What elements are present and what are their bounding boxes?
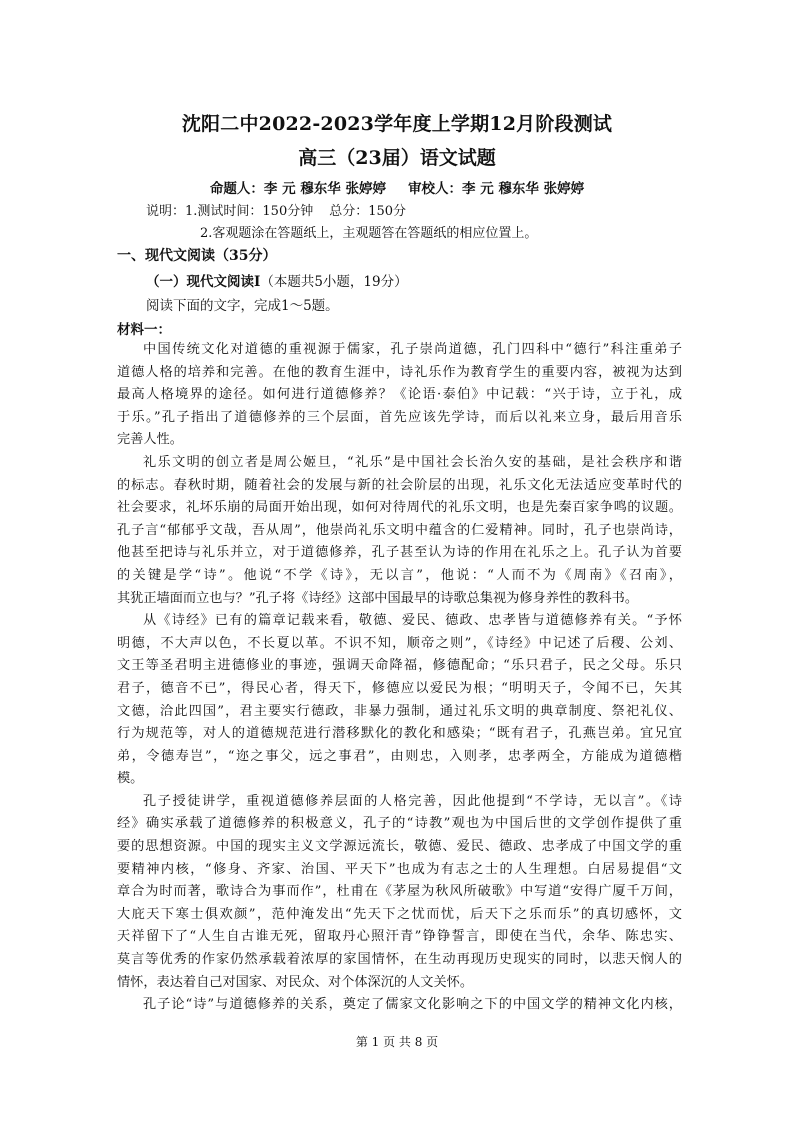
reading-instruction: 阅读下面的文字，完成1～5题。 [146,298,339,314]
reviewers-label: 审校人：李 元 穆东华 张婷婷 [408,181,585,197]
passage-line: 道德人格的培养和完善。在他的教育生涯中，诗礼乐作为教育学生的重要内容，被视为达到 [117,364,682,380]
passage-line: 孔子言“郁郁乎文哉，吾从周”，他崇尚礼乐文明中蕴含的仁爱精神。同时，孔子也崇尚诗， [117,522,682,538]
passage-line: 天祥留下了“人生自古谁无死，留取丹心照汗青”铮铮誓言，即使在当代，余华、陈忠实、 [117,929,682,945]
passage-line: 行为规范等，对人的道德规范进行潜移默化的教化和感染；“既有君子，孔燕岂弟。宜兄宜 [117,726,682,742]
passage-line: 章合为时而著，歌诗合为事而作”，杜甫在《茅屋为秋风所破歌》中写道“安得广厦千万间， [117,884,682,900]
passage-line: 从《诗经》已有的篇章记载来看，敬德、爱民、德政、忠孝皆与道德修养有关。“予怀 [143,613,682,629]
passage-line: 莫言等优秀的作家仍然承载着浓厚的家国情怀，在生动再现历史现实的同时，以悲天悯人的 [117,952,682,968]
passage-body [117,339,682,1017]
exam-title: 沈阳二中2022-2023学年度上学期12月阶段测试 [181,113,613,135]
passage-line: 要的思想资源。中国的现实主义文学源远流长，敬德、爱民、德政、忠孝成了中国文学的重 [117,839,682,855]
note-score: 总分：150分 [329,204,407,219]
passage-line: 明德，不大声以色，不长夏以革。不识不知，顺帝之则”，《诗经》中记述了后稷、公刘、 [117,635,682,651]
passage-line: 他甚至把诗与礼乐并立，对于道德修养，孔子甚至认为诗的作用在礼乐之上。孔子认为首要 [117,545,682,561]
authors-line [0,177,794,197]
material-label: 材料一： [117,322,171,338]
passage-line: 其犹正墙面而立也与？”孔子将《诗经》这部中国最早的诗歌总集视为修身养性的教科书。 [117,590,639,606]
note-time: 说明：1.测试时间：150分钟 [146,204,314,219]
passage-line: 孔子授徒讲学，重视道德修养层面的人格完善，因此他提到“不学诗，无以言”。《诗 [143,793,682,809]
exam-subtitle: 高三（23届）语文试题 [298,147,496,169]
passage-line: 礼乐文明的创立者是周公姬旦，“礼乐”是中国社会长治久安的基础，是社会秩序和谐 [143,454,682,470]
passage-line: 中国传统文化对道德的重视源于儒家，孔子崇尚道德，孔门四科中“德行”科注重弟子 [143,342,682,357]
passage-line: 君子，德音不已”，得民心者，得天下，修德应以爱民为根；“明明天子，令闻不已，矢其 [117,680,682,696]
passage-line: 模。 [117,771,144,787]
passage-line: 孔子论“诗”与道德修养的关系，奠定了儒家文化影响之下的中国文学的精神文化内核， [143,997,682,1013]
passage-line: 弟，令德寿岂”，“迩之事父，远之事君”，由则忠，入则孝，忠孝两全，方能成为道德楷 [117,748,682,764]
passage-line: 文王等圣君明主进德修业的事迹，强调天命降福，修德配命；“乐只君子，民之父母。乐只 [117,658,682,674]
setters-label: 命题人：李 元 穆东华 张婷婷 [209,181,386,197]
instructions-note-2: 2.客观题涂在答题纸上，主观题答在答题纸的相应位置上。 [200,226,538,241]
subsection-heading [146,270,408,290]
subsection-score: （本题共5小题，19分） [260,274,408,290]
passage-line: 情怀，表达着自己对国家、对民众、对个体深沉的人文关怀。 [117,974,474,990]
subsection-title: （一）现代文阅读Ⅰ [146,274,261,290]
passage-line: 的标志。春秋时期，随着社会的发展与新的社会阶层的出现，礼乐文化无法适应变革时代的 [117,477,682,493]
instructions-note-1 [146,200,406,219]
passage-line: 要精神内核，“修身、齐家、治国、平天下”也成为有志之士的人生理想。白居易提倡“文 [117,861,682,877]
passage-line: 完善人性。 [117,432,183,448]
passage-line: 最高人格境界的途径。如何进行道德修养？《论语·泰伯》中记载：“兴于诗，立于礼，成 [117,387,682,403]
page-footer: 第 1 页 共 8 页 [355,1035,439,1049]
passage-line: 大庇天下寒士俱欢颜”，范仲淹发出“先天下之忧而忧，后天下之乐而乐”的真切感怀，文 [117,906,682,922]
passage-line: 的关键是学“诗”。他说“不学《诗》，无以言”，他说：“人而不为《周南》《召南》， [117,567,682,583]
passage-line: 社会要求，礼坏乐崩的局面开始出现，如何对待周代的礼乐文明，也是先秦百家争鸣的议题。 [117,500,682,516]
passage-line: 经》确实承载了道德修养的积极意义，孔子的“诗教”观也为中国后世的文学创作提供了重 [117,816,682,832]
passage-line: 文德，洽此四国”，君主要实行德政，非暴力强制，通过礼乐文明的典章制度、祭祀礼仪、 [117,703,682,719]
passage-line: 于乐。”孔子指出了道德修养的三个层面，首先应该先学诗，而后以礼来立身，最后用音乐 [117,409,682,425]
section-heading: 一、现代文阅读（35分） [117,248,277,264]
